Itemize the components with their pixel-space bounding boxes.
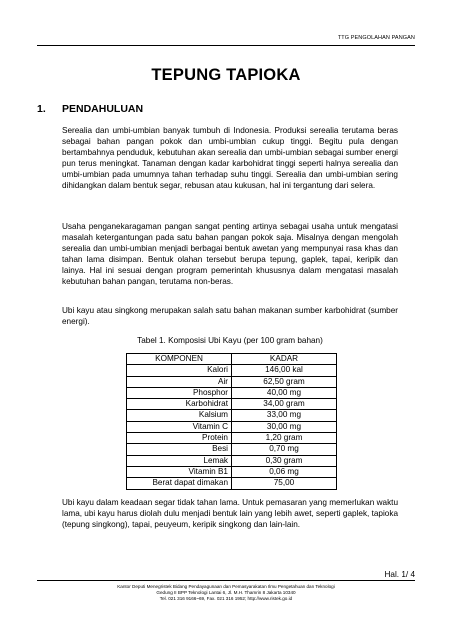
table-cell-komponen: Vitamin C — [127, 421, 232, 432]
table-cell-komponen: Kalsium — [127, 410, 232, 421]
table-row — [127, 433, 337, 444]
table-row — [127, 365, 337, 376]
table-cell-komponen: Vitamin B1 — [127, 466, 232, 477]
table-row — [127, 466, 337, 477]
table-cell-kadar: 1,20 gram — [232, 433, 337, 444]
paragraph-preservation: Ubi kayu dalam keadaan segar tidak tahan lama. Untuk pemasaran yang memerlukan waktu lama, ubi kayu harus diolah dulu menjadi bentuk lain yang lebih awet, seperti gaplek, tapioka (tepung singkong), tapai, peuyeum, keripik singkong dan lain-lain. — [62, 498, 398, 530]
table-caption: Tabel 1. Komposisi Ubi Kayu (per 100 gram bahan) — [137, 336, 323, 345]
document-title: TEPUNG TAPIOKA — [151, 66, 301, 84]
header-divider — [37, 45, 415, 46]
section-number: 1. — [37, 103, 46, 115]
table-cell-komponen: Lemak — [127, 455, 232, 466]
table-row — [127, 444, 337, 455]
table-row — [127, 387, 337, 398]
table-cell-kadar: 0,30 gram — [232, 455, 337, 466]
table-cell-komponen: Protein — [127, 433, 232, 444]
table-cell-komponen: Kalori — [127, 365, 232, 376]
table-cell-kadar: 30,00 mg — [232, 421, 337, 432]
table-cell-kadar: 146,00 kal — [232, 365, 337, 376]
paragraph-intro: Serealia dan umbi-umbian banyak tumbuh di Indonesia. Produksi serealia terutama beras sebagai bahan pangan pokok dan umbi-umbian cukup tinggi. Begitu pula dengan bertambahnya penduduk, kebutuhan akan serealia dan umbi-umbian sebagai sumber energi pun terus meningkat. Tanaman dengan kadar karbohidrat tinggi seperti halnya serealia dan umbi-umbian pada umumnya tahan terhadap suhu tinggi. Serealia dan umbi-umbian sering dihidangkan dalam bentuk segar, rebusan atau kukusan, hal ini tergantung dari selera. — [62, 126, 398, 191]
table-cell-komponen: Besi — [127, 444, 232, 455]
page-number: Hal. 1/ 4 — [384, 570, 415, 579]
table-cell-kadar: 0,70 mg — [232, 444, 337, 455]
footer-line-contact: Tel. 021 316 9166~69, Fax. 021 316 1952; http://www.ristek.go.id — [159, 596, 293, 601]
table-row — [127, 421, 337, 432]
footer-line-address: Gedung II BPP Teknologi Lantai 6, Jl. M.H. Thamrin 8 Jakarta 10340 — [156, 590, 296, 595]
table-cell-kadar: 34,00 gram — [232, 399, 337, 410]
footer-line-office: Kantor Deputi Menegristek Bidang Pendayagunaan dan Pemasyarakatan Ilmu Pengetahuan dan Teknologi — [117, 584, 335, 589]
table-row — [127, 478, 337, 489]
table-row — [127, 455, 337, 466]
table-cell-kadar: 40,00 mg — [232, 387, 337, 398]
section-heading — [37, 103, 143, 115]
footer-divider — [37, 580, 415, 581]
table-cell-komponen: Karbohidrat — [127, 399, 232, 410]
column-header-kadar: KADAR — [232, 354, 337, 365]
table-row — [127, 399, 337, 410]
table-header-row — [127, 354, 337, 365]
paragraph-diversification: Usaha penganekaragaman pangan sangat penting artinya sebagai usaha untuk mengatasi masalah ketergantungan pada satu bahan pangan pokok saja. Misalnya dengan mengolah serealia dan umbi-umbian menjadi berbagai bentuk awetan yang mempunyai rasa khas dan tahan lama disimpan. Bentuk olahan tersebut berupa tepung, gaplek, tapai, keripik dan lainya. Hal ini sesuai dengan program pemerintah khususnya dalam mengatasi masalah kebutuhan bahan pangan, terutama non-beras. — [62, 222, 398, 287]
table-cell-kadar: 33,00 mg — [232, 410, 337, 421]
paragraph-cassava: Ubi kayu atau singkong merupakan salah satu bahan makanan sumber karbohidrat (sumber energi). — [62, 306, 398, 327]
page-footer — [0, 584, 452, 602]
table-cell-komponen: Berat dapat dimakan — [127, 478, 232, 489]
table-row — [127, 410, 337, 421]
table-cell-komponen: Phosphor — [127, 387, 232, 398]
column-header-komponen: KOMPONEN — [127, 354, 232, 365]
table-cell-kadar: 0,06 mg — [232, 466, 337, 477]
table-cell-komponen: Air — [127, 376, 232, 387]
table-row — [127, 376, 337, 387]
composition-table — [126, 353, 337, 490]
table-cell-kadar: 75,00 — [232, 478, 337, 489]
table-cell-kadar: 62,50 gram — [232, 376, 337, 387]
running-header: TTG PENGOLAHAN PANGAN — [337, 35, 415, 41]
section-title: PENDAHULUAN — [62, 103, 144, 115]
